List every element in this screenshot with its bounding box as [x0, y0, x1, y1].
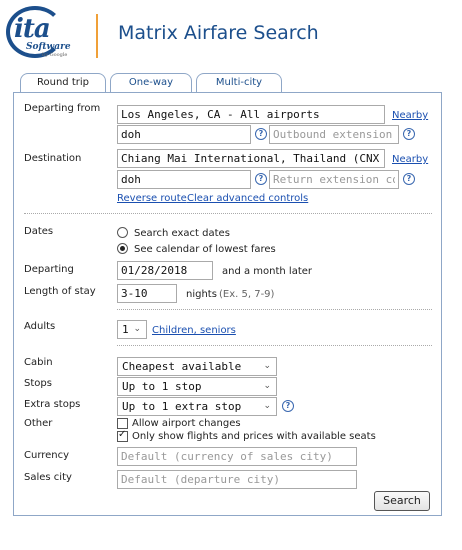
allow-airport-changes-label: Allow airport changes [132, 418, 241, 429]
destination-label: Destination [24, 153, 82, 164]
outbound-extension-input[interactable] [269, 125, 399, 144]
departing-date-input[interactable] [117, 261, 213, 280]
nearby-destination-link[interactable]: Nearby [392, 154, 429, 165]
stops-label: Stops [24, 378, 52, 389]
tab-round-trip[interactable]: Round trip [20, 73, 106, 94]
stops-value: Up to 1 stop [122, 380, 202, 393]
search-button[interactable]: Search [374, 491, 430, 511]
departing-date-label: Departing [24, 264, 74, 275]
chevron-down-icon: ⌄ [263, 361, 271, 371]
chevron-down-icon: ⌄ [263, 381, 271, 391]
calendar-lowest-fares-label: See calendar of lowest fares [134, 244, 276, 255]
nights-label: nights [186, 289, 217, 300]
return-extension-input[interactable] [269, 170, 399, 189]
question-icon[interactable]: ? [255, 128, 267, 140]
other-label: Other [24, 418, 53, 429]
cabin-select[interactable] [117, 357, 277, 376]
length-of-stay-label: Length of stay [24, 286, 96, 297]
page-title: Matrix Airfare Search [118, 22, 319, 44]
chevron-down-icon: ⌄ [263, 401, 271, 411]
extra-stops-value: Up to 1 extra stop [122, 400, 242, 413]
question-icon[interactable]: ? [255, 173, 267, 185]
extra-stops-label: Extra stops [24, 399, 81, 410]
tab-one-way[interactable]: One-way [110, 73, 192, 93]
sales-city-label: Sales city [24, 472, 72, 483]
calendar-lowest-fares-radio[interactable] [117, 243, 128, 254]
ita-software-logo [4, 4, 84, 64]
allow-airport-changes-checkbox[interactable] [117, 418, 128, 429]
search-exact-dates-label: Search exact dates [134, 228, 230, 239]
cabin-value: Cheapest available [122, 360, 242, 373]
section-divider [117, 345, 432, 346]
departing-date-suffix: and a month later [222, 266, 313, 277]
logo-software-text: Software [26, 42, 71, 52]
only-available-seats-label: Only show flights and prices with available seats [132, 431, 376, 442]
length-of-stay-input[interactable] [117, 284, 177, 303]
question-icon[interactable]: ? [403, 128, 415, 140]
children-seniors-link[interactable]: Children, seniors [152, 325, 236, 336]
tab-multi-city[interactable]: Multi-city [196, 73, 282, 93]
currency-label: Currency [24, 450, 70, 461]
dates-label: Dates [24, 226, 54, 237]
sales-city-input[interactable] [117, 470, 357, 489]
search-form-panel [13, 92, 442, 516]
cabin-label: Cabin [24, 357, 53, 368]
question-icon[interactable]: ? [282, 400, 294, 412]
adults-label: Adults [24, 321, 56, 332]
clear-advanced-controls-link[interactable]: Clear advanced controls [187, 193, 309, 204]
chevron-down-icon: ⌄ [133, 324, 141, 334]
return-routing-input[interactable] [117, 170, 251, 189]
nearby-departing-link[interactable]: Nearby [392, 110, 429, 121]
logo-google-text: by Google [42, 52, 68, 58]
outbound-routing-input[interactable] [117, 125, 251, 144]
destination-input[interactable] [117, 149, 385, 168]
only-available-seats-checkbox[interactable] [117, 431, 128, 442]
stay-hint: (Ex. 5, 7-9) [219, 289, 275, 300]
section-divider [24, 213, 432, 214]
reverse-route-link[interactable]: Reverse route [117, 193, 187, 204]
question-icon[interactable]: ? [403, 173, 415, 185]
section-divider [117, 309, 432, 310]
stops-select[interactable] [117, 377, 277, 396]
currency-input[interactable] [117, 447, 357, 466]
search-exact-dates-radio[interactable] [117, 227, 128, 238]
extra-stops-select[interactable] [117, 397, 277, 416]
adults-select[interactable] [117, 320, 147, 339]
header [0, 0, 462, 80]
header-divider [96, 14, 98, 58]
logo-ita-text: ita [14, 14, 50, 44]
adults-value: 1 [122, 323, 129, 336]
departing-from-label: Departing from [24, 103, 101, 114]
departing-from-input[interactable] [117, 105, 385, 124]
